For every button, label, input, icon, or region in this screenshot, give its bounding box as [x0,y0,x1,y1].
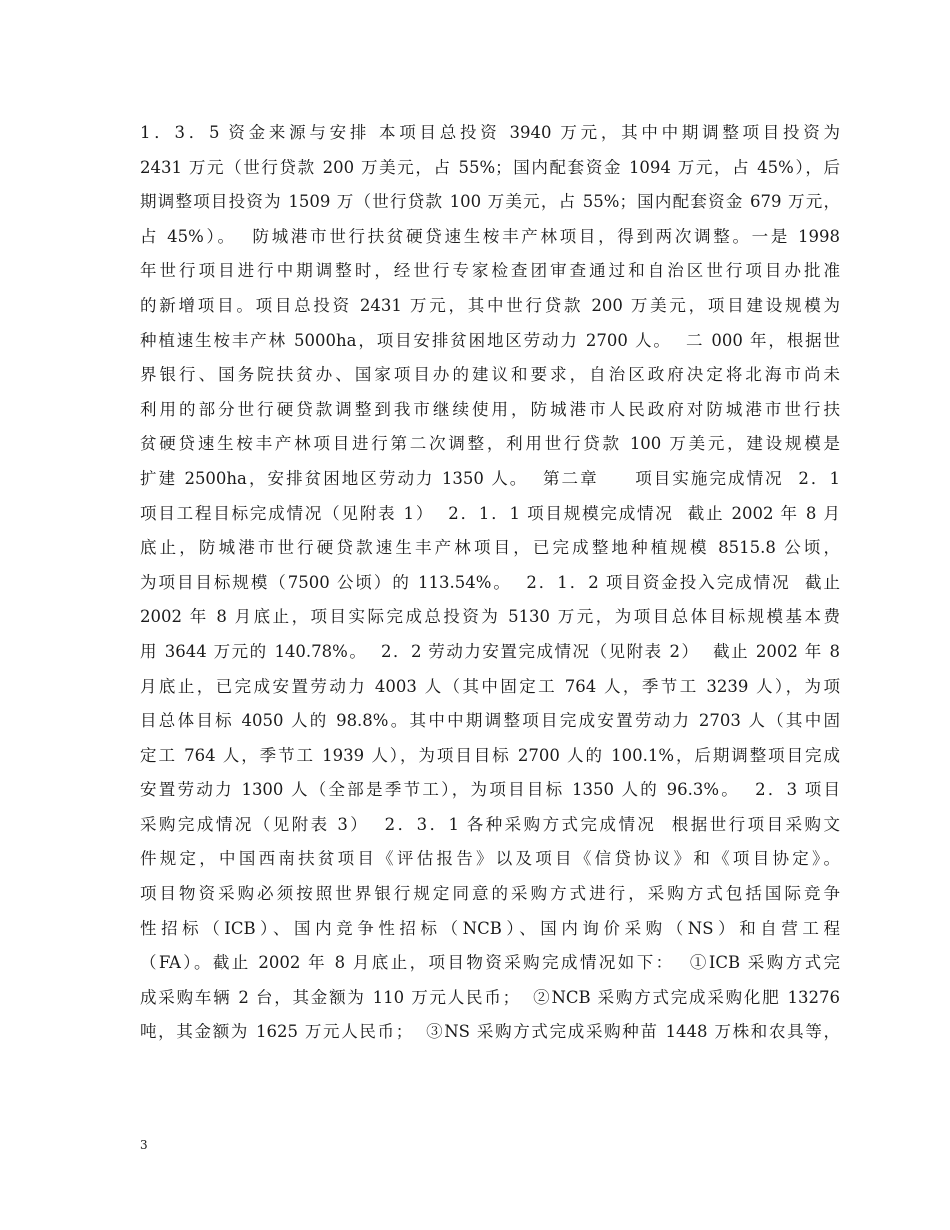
text-line: 项目工程目标完成情况（见附表 1） 2．1．1 项目规模完成情况 截止 2002 年 8 月 [140,503,840,523]
text-line: 利用的部分世行硬贷款调整到我市继续使用，防城港市人民政府对防城港市世行扶 [140,399,840,419]
text-line: 扩建 2500ha，安排贫困地区劳动力 1350 人。 第二章 项目实施完成情况 2．1 [140,468,840,488]
text-line: 贫硬贷速生桉丰产林项目进行第二次调整，利用世行贷款 100 万美元，建设规模是 [140,434,840,454]
text-line: 底止，防城港市世行硬贷款速生丰产林项目，已完成整地种植规模 8515.8 公顷， [140,538,840,558]
text-line: 件规定，中国西南扶贫项目《评估报告》以及项目《信贷协议》和《项目协定》。 [140,849,840,869]
text-line: 期调整项目投资为 1509 万（世行贷款 100 万美元，占 55%；国内配套资金 679 万元， [140,192,840,212]
page-number: 3 [140,1138,148,1152]
text-line: 占 45%）。 防城港市世行扶贫硬贷速生桉丰产林项目，得到两次调整。一是 1998 [140,226,840,246]
text-line: 安置劳动力 1300 人（全部是季节工），为项目目标 1350 人的 96.3%。 2．3 项目 [140,780,840,800]
text-line: 2002 年 8 月底止，项目实际完成总投资为 5130 万元，为项目总体目标规模基本费 [140,607,840,627]
text-line: 吨，其金额为 1625 万元人民币； ③NS 采购方式完成采购种苗 1448 万株和农具等， [140,1022,840,1042]
text-line: 月底止，已完成安置劳动力 4003 人（其中固定工 764 人，季节工 3239 人），为项 [140,676,840,696]
text-line: （FA）。截止 2002 年 8 月底止，项目物资采购完成情况如下： ①ICB 采购方式完 [140,953,840,973]
text-line: 性招标（ICB）、国内竞争性招标（NCB）、国内询价采购（NS）和自营工程 [140,918,840,938]
text-line: 种植速生桉丰产林 5000ha，项目安排贫困地区劳动力 2700 人。 二 000 年，根据世 [140,330,840,350]
body-text [140,116,840,1050]
text-line: 定工 764 人，季节工 1939 人），为项目目标 2700 人的 100.1%，后期调整项目完成 [140,745,840,765]
text-line: 目总体目标 4050 人的 98.8%。其中中期调整项目完成安置劳动力 2703 人（其中固 [140,711,840,731]
text-line: 为项目目标规模（7500 公顷）的 113.54%。 2．1．2 项目资金投入完成情况 截止 [140,572,840,592]
text-line: 年世行项目进行中期调整时，经世行专家检查团审查通过和自治区世行项目办批准 [140,261,840,281]
text-line: 界银行、国务院扶贫办、国家项目办的建议和要求，自治区政府决定将北海市尚未 [140,365,840,385]
text-line: 2431 万元（世行贷款 200 万美元，占 55%；国内配套资金 1094 万元，占 45%），后 [140,157,840,177]
text-line: 1．3．5 资金来源与安排 本项目总投资 3940 万元，其中中期调整项目投资为 [140,123,840,142]
text-line: 用 3644 万元的 140.78%。 2．2 劳动力安置完成情况（见附表 2） 截止 2002 年 8 [140,641,840,661]
text-line: 项目物资采购必须按照世界银行规定同意的采购方式进行，采购方式包括国际竞争 [140,884,840,904]
text-line: 成采购车辆 2 台，其金额为 110 万元人民币； ②NCB 采购方式完成采购化肥 13276 [140,987,840,1007]
text-line: 的新增项目。项目总投资 2431 万元，其中世行贷款 200 万美元，项目建设规模为 [140,295,840,315]
text-line: 采购完成情况（见附表 3） 2．3．1 各种采购方式完成情况 根据世行项目采购文 [140,814,840,834]
